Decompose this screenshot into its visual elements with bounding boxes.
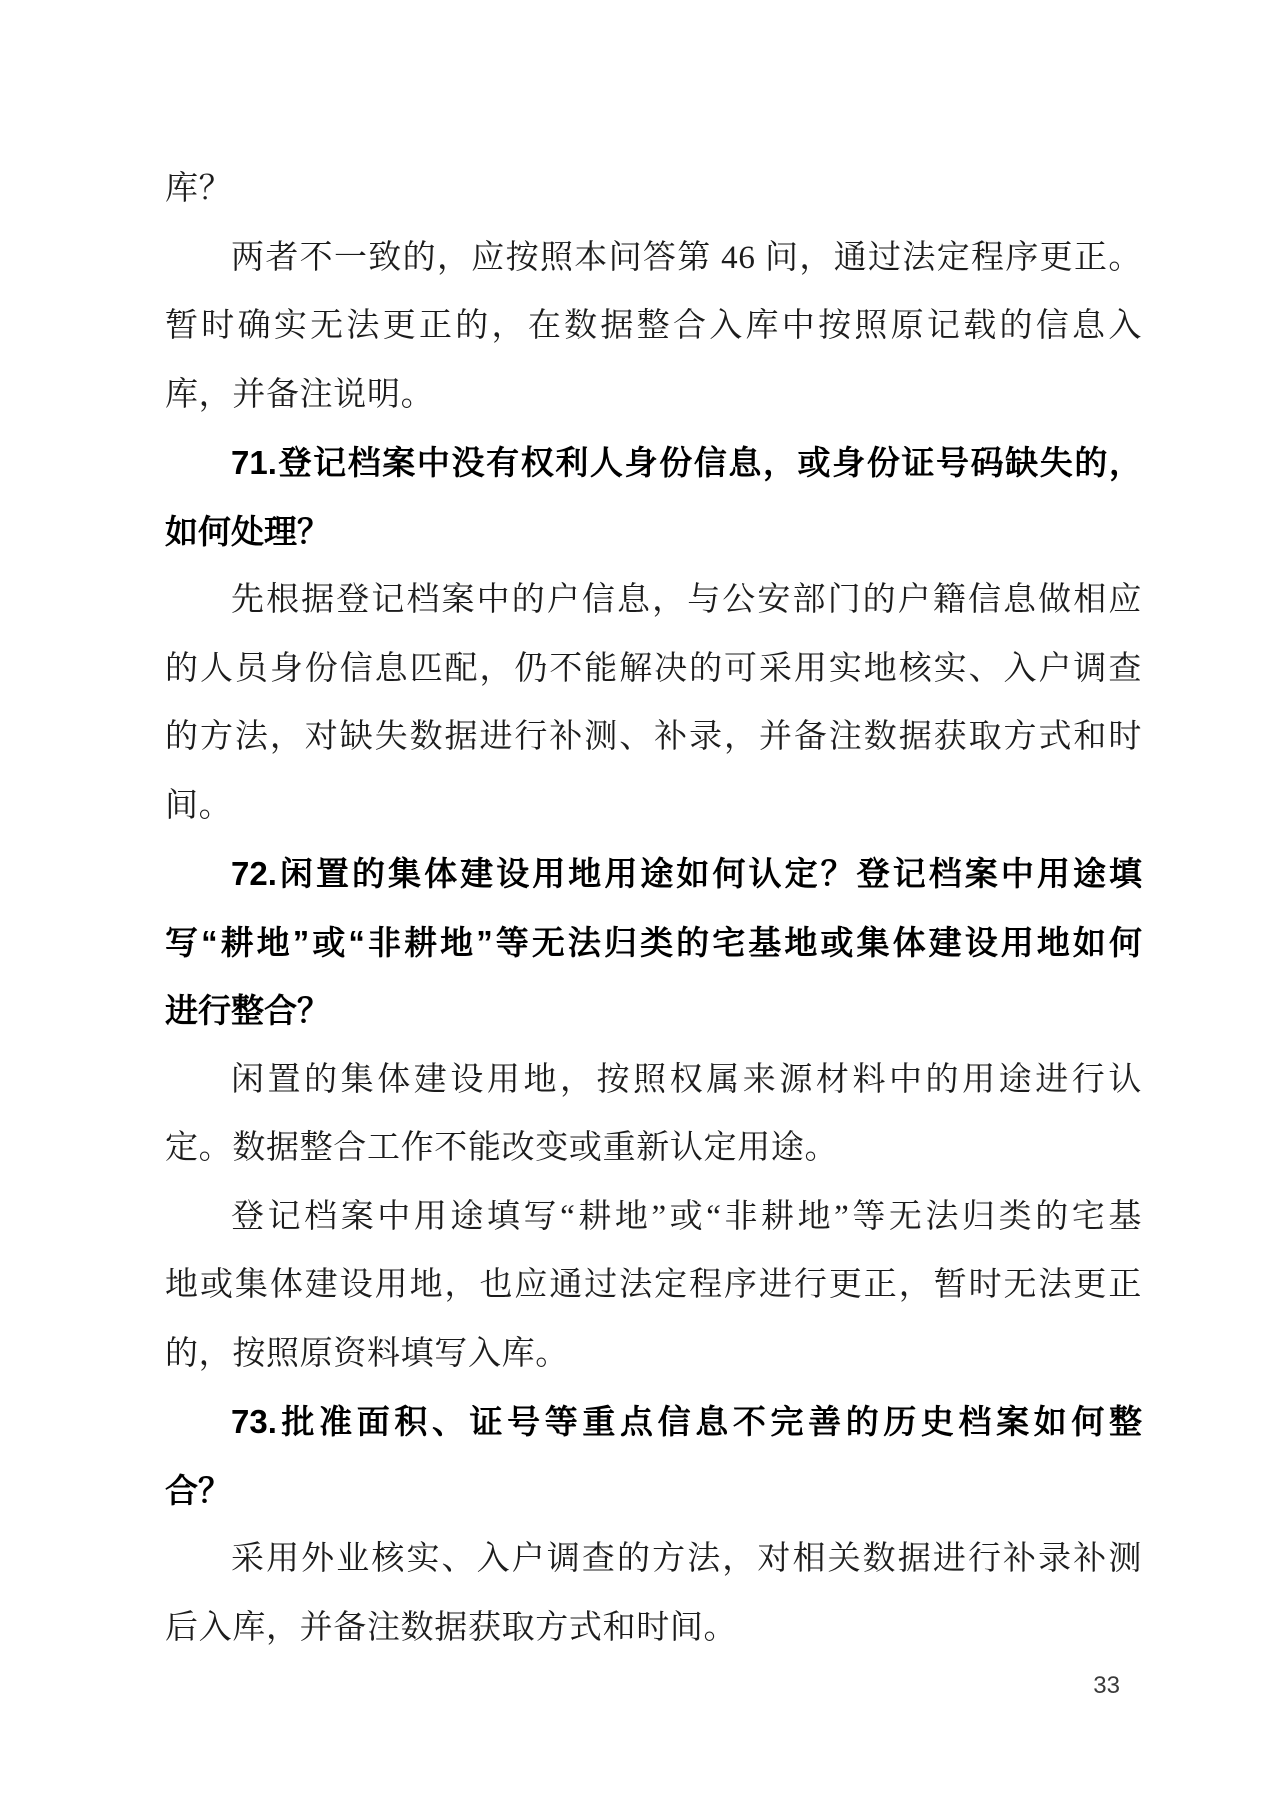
answer-text-line: 先根据登记档案中的户信息，与公安部门的户籍信息做相应	[231, 582, 1142, 618]
question-paragraph	[165, 429, 1142, 566]
question-heading-line: 合？	[165, 1471, 231, 1509]
answer-text-line: 地或集体建设用地，也应通过法定程序进行更正，暂时无法更正	[165, 1267, 1142, 1303]
question-heading-line: 72.闲置的集体建设用地用途如何认定？登记档案中用途填	[231, 855, 1142, 892]
answer-text-line: 登记档案中用途填写“耕地”或“非耕地”等无法归类的宅基	[231, 1198, 1142, 1235]
document-body	[165, 155, 1142, 1662]
question-heading-line: 写“耕地”或“非耕地”等无法归类的宅基地或集体建设用地如何	[165, 923, 1142, 961]
question-heading-line: 如何处理？	[165, 512, 330, 550]
answer-text-line: 间。	[165, 787, 233, 824]
answer-text-line: 定。数据整合工作不能改变或重新认定用途。	[165, 1130, 839, 1166]
question-heading-line: 进行整合？	[165, 992, 330, 1029]
answer-text-line: 库，并备注说明。	[165, 376, 435, 413]
answer-text-line: 闲置的集体建设用地，按照权属来源材料中的用途进行认	[231, 1061, 1142, 1098]
question-paragraph	[165, 840, 1142, 1046]
answer-paragraph	[165, 1046, 1142, 1183]
question-heading-line: 71.登记档案中没有权利人身份信息，或身份证号码缺失的，	[231, 444, 1142, 481]
answer-text-line: 的人员身份信息匹配，仍不能解决的可采用实地核实、入户调查	[165, 650, 1142, 687]
answer-text-line: 采用外业核实、入户调查的方法，对相关数据进行补录补测	[231, 1541, 1142, 1577]
answer-text-line: 暂时确实无法更正的，在数据整合入库中按照原记载的信息入	[165, 308, 1142, 344]
answer-text-line: 后入库，并备注数据获取方式和时间。	[165, 1609, 738, 1646]
answer-paragraph	[165, 155, 1142, 224]
page-number: 33	[1093, 1672, 1120, 1699]
answer-paragraph	[165, 1183, 1142, 1389]
question-paragraph	[165, 1388, 1142, 1525]
answer-paragraph	[165, 1525, 1142, 1662]
answer-text-line: 的方法，对缺失数据进行补测、补录，并备注数据获取方式和时	[165, 719, 1142, 755]
answer-text-line: 两者不一致的，应按照本问答第 46 问，通过法定程序更正。	[231, 239, 1142, 276]
answer-paragraph	[165, 566, 1142, 840]
answer-text-line: 库？	[165, 171, 233, 207]
question-heading-line: 73.批准面积、证号等重点信息不完善的历史档案如何整	[231, 1403, 1142, 1440]
answer-text-line: 的，按照原资料填写入库。	[165, 1335, 569, 1372]
answer-paragraph	[165, 224, 1142, 430]
